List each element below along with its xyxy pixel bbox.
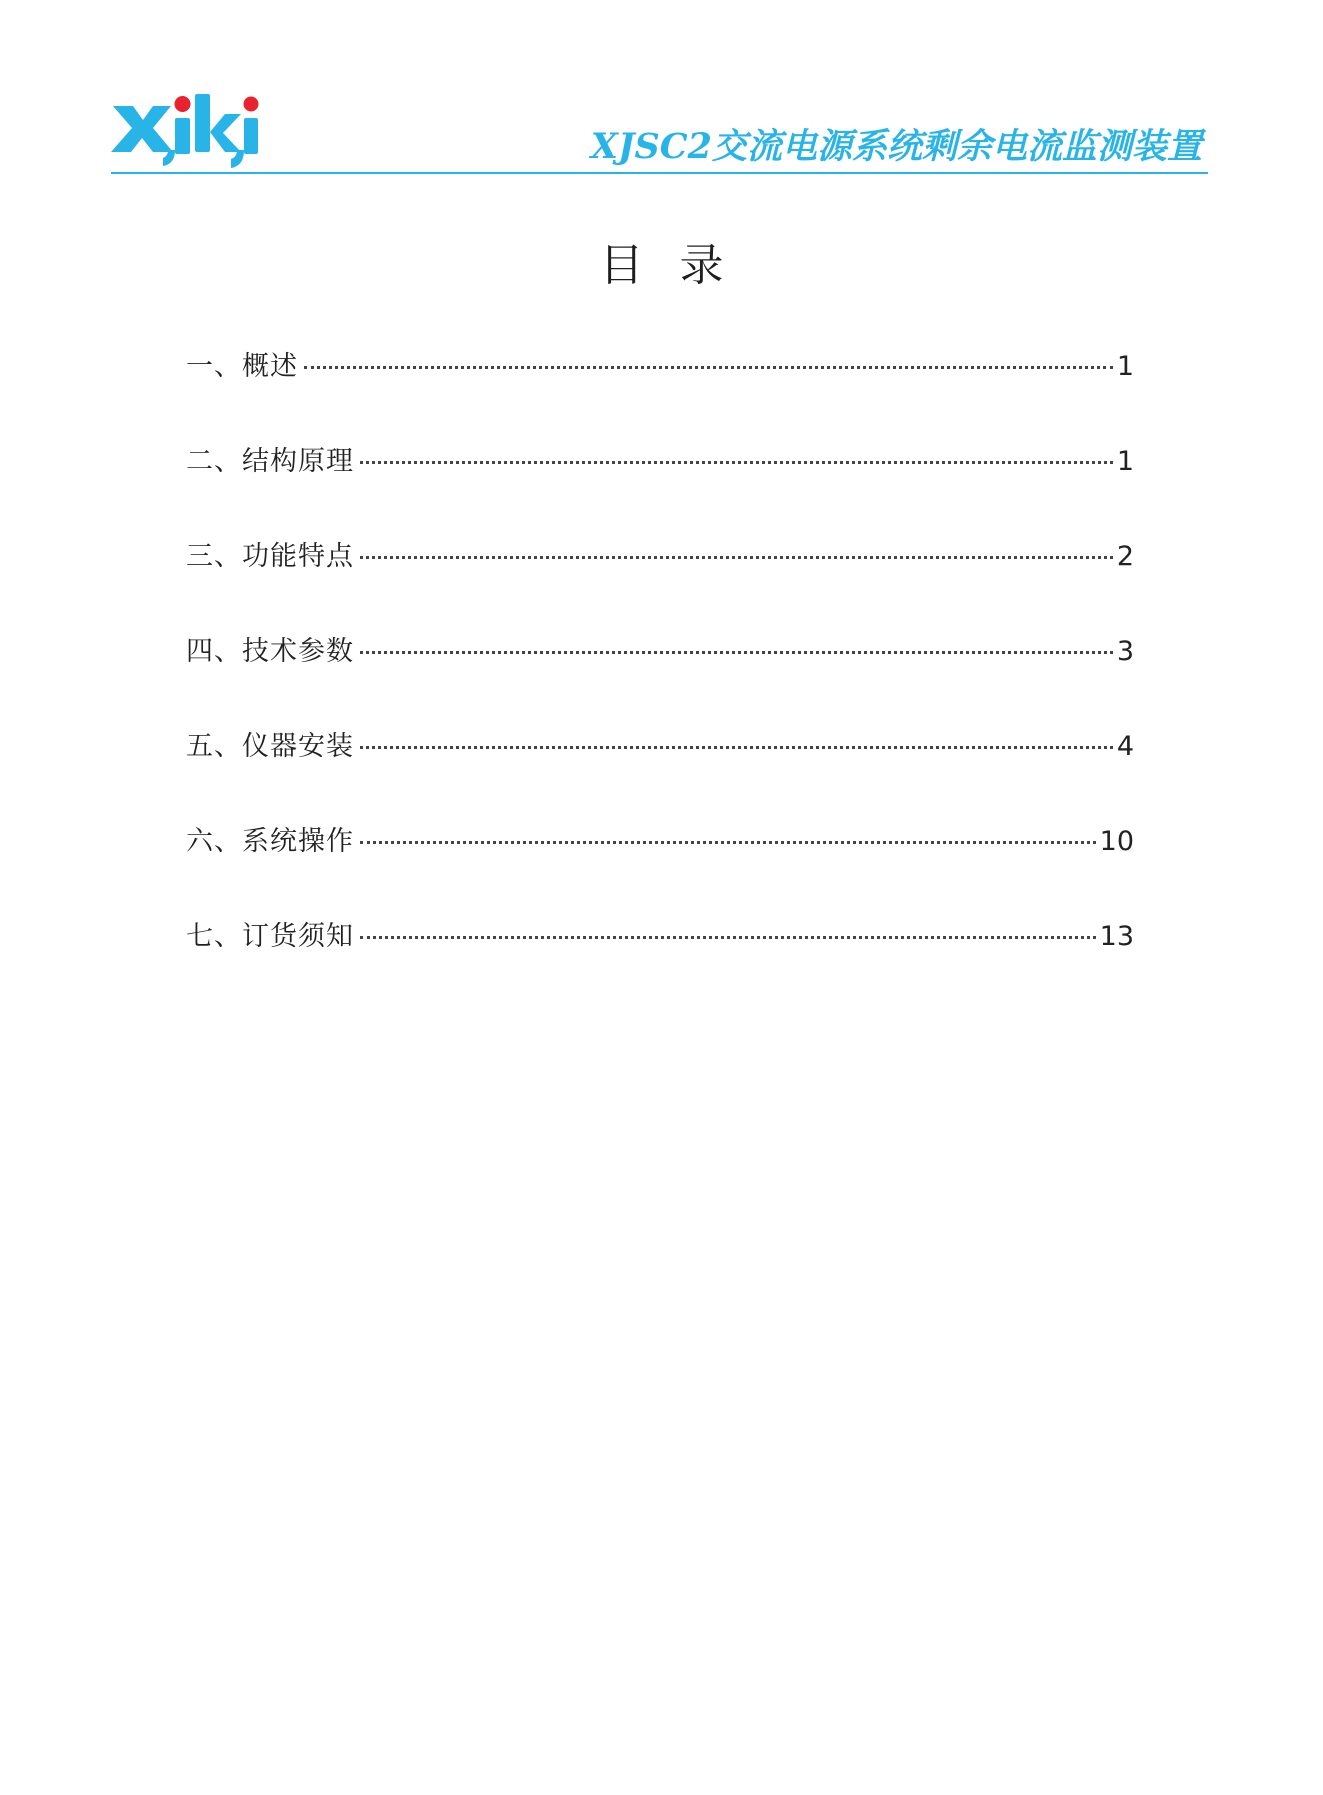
toc-entry-label: 五、仪器安装 [186, 731, 354, 762]
toc-entry[interactable] [186, 437, 1134, 532]
toc-entry-label: 七、订货须知 [186, 921, 354, 952]
toc-entry[interactable] [186, 722, 1134, 817]
toc-entry-label: 三、功能特点 [186, 541, 354, 572]
toc-entry[interactable] [186, 627, 1134, 722]
toc-dot-leader [360, 556, 1113, 559]
toc-dot-leader [360, 746, 1113, 749]
toc-entry-label: 六、系统操作 [186, 826, 354, 857]
toc-entry-page: 1 [1116, 446, 1134, 477]
table-of-contents [186, 342, 1134, 1007]
toc-entry-label: 一、概述 [186, 351, 298, 382]
header-divider [111, 172, 1208, 174]
toc-entry[interactable] [186, 817, 1134, 912]
toc-dot-leader [360, 461, 1113, 464]
toc-entry-page: 4 [1116, 731, 1134, 762]
toc-heading: 目录 [599, 240, 760, 291]
toc-dot-leader [304, 366, 1113, 369]
document-title: XJSC2交流电源系统剩余电流监测装置 [590, 126, 1202, 167]
page-header [111, 88, 1208, 176]
toc-entry-page: 10 [1099, 826, 1134, 857]
toc-dot-leader [360, 936, 1096, 939]
toc-entry-label: 二、结构原理 [186, 446, 354, 477]
toc-entry-page: 2 [1116, 541, 1134, 572]
toc-entry-page: 13 [1099, 921, 1134, 952]
toc-entry[interactable] [186, 342, 1134, 437]
toc-entry-page: 1 [1116, 351, 1134, 382]
toc-dot-leader [360, 841, 1096, 844]
toc-dot-leader [360, 651, 1113, 654]
xjkj-logo [111, 88, 261, 170]
toc-entry-label: 四、技术参数 [186, 636, 354, 667]
toc-entry[interactable] [186, 532, 1134, 627]
toc-entry[interactable] [186, 912, 1134, 1007]
toc-entry-page: 3 [1116, 636, 1134, 667]
